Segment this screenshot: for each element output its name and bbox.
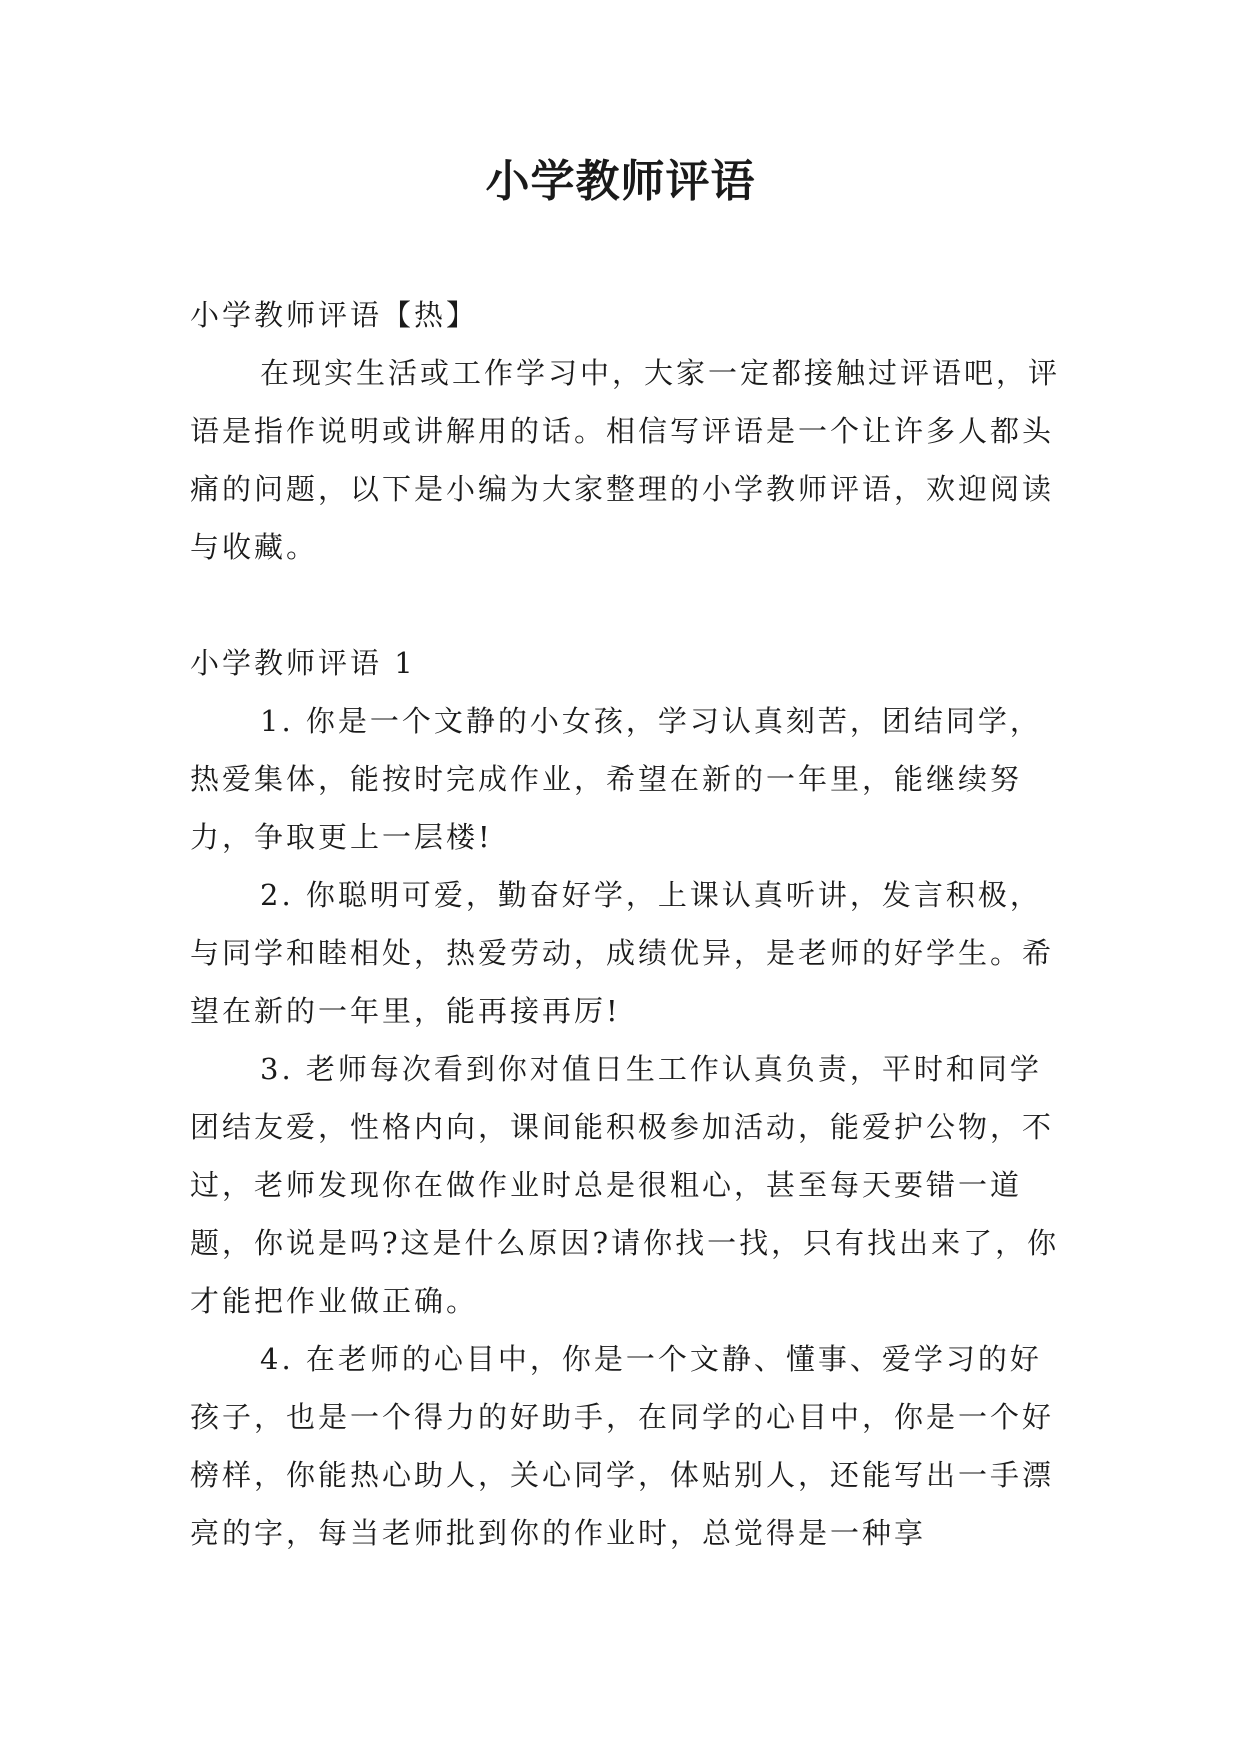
comment-item-1: 1. 你是一个文静的小女孩，学习认真刻苦，团结同学，热爱集体，能按时完成作业，希望在新的一年里，能继续努力，争取更上一层楼! — [190, 704, 1042, 854]
comment-item-3: 3. 老师每次看到你对值日生工作认真负责，平时和同学团结友爱，性格内向，课间能积极参加活动，能爱护公物，不过，老师发现你在做作业时总是很粗心，甚至每天要错一道题，你说是吗?这是什么原因?请你找一找，只有找出来了，你才能把作业做正确。 — [190, 1052, 1060, 1318]
section-spacer — [190, 576, 1070, 634]
comment-item-4: 4. 在老师的心目中，你是一个文静、懂事、爱学习的好孩子，也是一个得力的好助手，在同学的心目中，你是一个好榜样，你能热心助人，关心同学，体贴别人，还能写出一手漂亮的字，每当老师批到你的作业时，总觉得是一种享 — [190, 1342, 1055, 1550]
document-body — [190, 286, 1070, 1562]
section-1-heading: 小学教师评语 1 — [190, 646, 416, 680]
document-title: 小学教师评语 — [485, 156, 756, 207]
intro-paragraph: 在现实生活或工作学习中，大家一定都接触过评语吧，评语是指作说明或讲解用的话。相信写评语是一个让许多人都头痛的问题，以下是小编为大家整理的小学教师评语，欢迎阅读与收藏。 — [190, 356, 1061, 564]
intro-heading: 小学教师评语【热】 — [190, 298, 479, 332]
comment-item-2: 2. 你聪明可爱，勤奋好学，上课认真听讲，发言积极，与同学和睦相处，热爱劳动，成绩优异，是老师的好学生。希望在新的一年里，能再接再厉! — [190, 878, 1055, 1028]
